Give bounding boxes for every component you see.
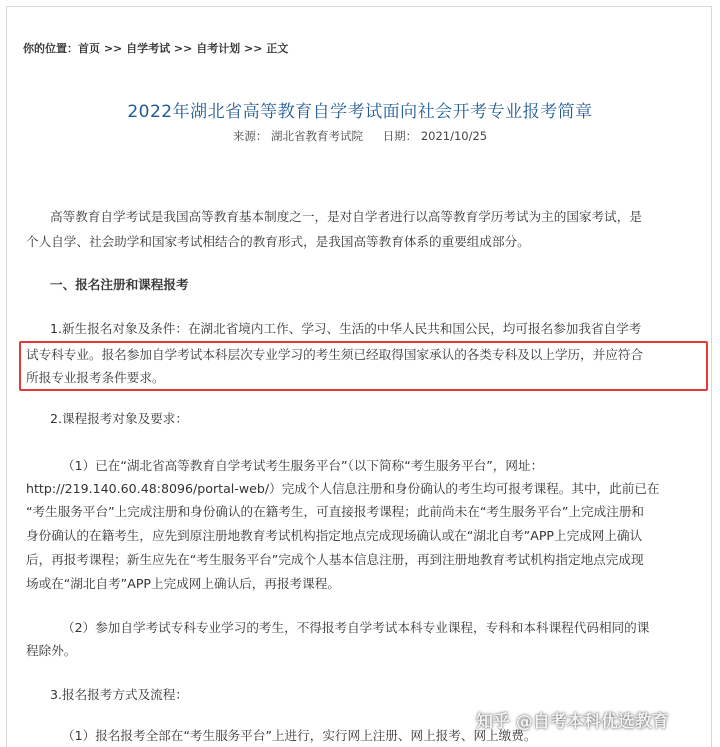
paragraph-line: 1.新生报名对象及条件：在湖北省境内工作、学习、生活的中华人民共和国公民，均可报名参加我省自学考 [50, 321, 642, 336]
breadcrumb-home-link[interactable]: 首页 [78, 42, 100, 55]
section-heading: 一、报名注册和课程报考 [50, 277, 189, 292]
paragraph-line: （2）参加自学考试专科专业学习的考生，不得报考自学考试本科专业课程，专科和本科课程代码相同的课 [62, 620, 650, 635]
paragraph-line: 3.报名报考方式及流程： [50, 687, 188, 702]
breadcrumb-separator: >> [100, 42, 127, 55]
article-date: 日期： 2021/10/25 [382, 129, 488, 143]
paragraph-line: “考生服务平台”上完成注册和身份确认的在籍考生，可直接报考课程；此前尚未在“考生服务平台”上完成注册和 [26, 504, 645, 519]
breadcrumb-current: 正文 [266, 42, 289, 55]
article-title: 2022年湖北省高等教育自学考试面向社会开考专业报考简章 [127, 102, 593, 122]
paragraph-line: 高等教育自学考试是我国高等教育基本制度之一，是对自学者进行以高等教育学历考试为主的国家考试，是 [50, 209, 642, 224]
paragraph-line: （1）已在“湖北省高等教育自学考试考生服务平台”（以下简称“考生服务平台”，网址： [62, 458, 544, 473]
paragraph-line: 后，再报考课程；新生应先在“考生服务平台”完成个人基本信息注册，再到注册地教育考试机构指定地点完成现 [26, 552, 644, 567]
paragraph-line: 程除外。 [26, 643, 77, 658]
paragraph-line: http://219.140.60.48:8096/portal-web/）完成个人信息注册和身份确认的考生均可报考课程。其中，此前已在 [26, 481, 660, 496]
breadcrumb-separator: >> [240, 42, 267, 55]
paragraph-line: 试专科专业。报名参加自学考试本科层次专业学习的考生须已经取得国家承认的各类专科及以上学历，并应符合 [26, 347, 644, 362]
paragraph-line: 个人自学、社会助学和国家考试相结合的教育形式，是我国高等教育体系的重要组成部分。 [26, 234, 530, 249]
paragraph-line: （1）报名报考全部在“考生服务平台”上进行，实行网上注册、网上报考、网上缴费。 [62, 728, 537, 743]
paragraph-line: 2.课程报考对象及要求： [50, 411, 188, 426]
paragraph-line: 场或在“湖北自考”APP上完成网上确认后，再报考课程。 [26, 576, 340, 591]
paragraph-line: 所报专业报考条件要求。 [26, 370, 165, 385]
article-meta [0, 128, 720, 144]
breadcrumb-separator: >> [170, 42, 197, 55]
breadcrumb-plan-link[interactable]: 自考计划 [196, 42, 241, 55]
breadcrumb-self-study-link[interactable]: 自学考试 [126, 42, 171, 55]
breadcrumb [23, 40, 288, 56]
breadcrumb-prefix: 你的位置： [23, 42, 78, 55]
zhihu-watermark: 知乎 @自考本科优选教育 [476, 712, 669, 732]
article-source: 来源： 湖北省教育考试院 [232, 129, 364, 143]
paragraph-line: 身份确认的在籍考生，应先到原注册地教育考试机构指定地点完成现场确认或在“湖北自考”APP上完成网上确认 [26, 528, 643, 543]
highlight-annotation-box [19, 341, 708, 391]
